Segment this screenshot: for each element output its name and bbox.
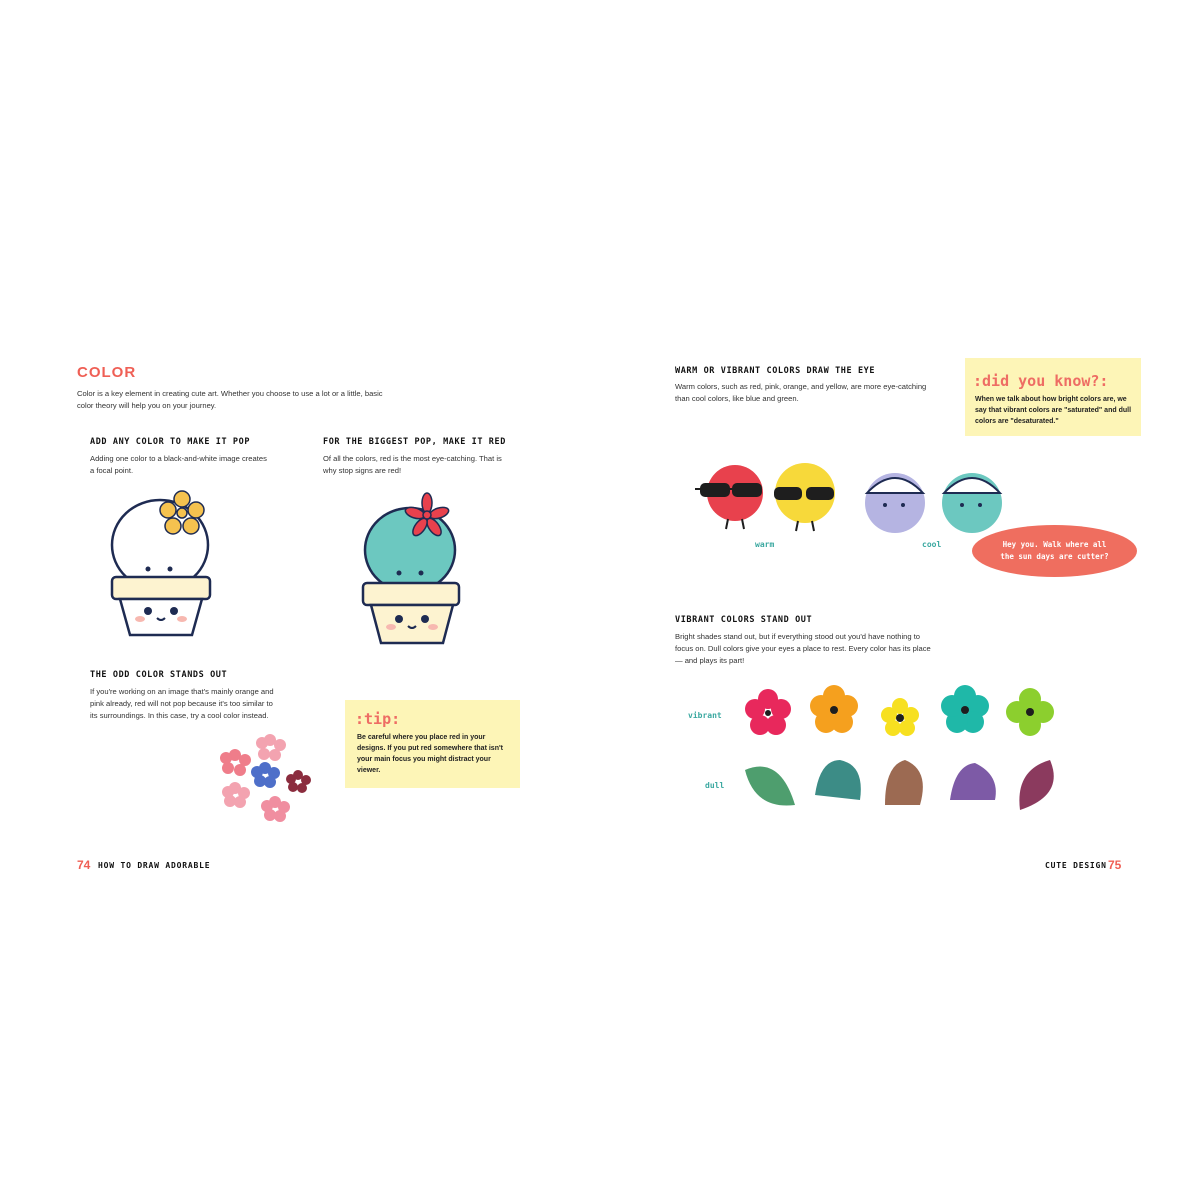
section-body-red: Of all the colors, red is the most eye-catching. That is why stop signs are red! [323,454,502,475]
page-number-right: 75 [1108,858,1122,872]
running-title-left: HOW TO DRAW ADORABLE [98,861,211,870]
page-heading: COLOR [77,364,137,381]
tip-body: Be careful where you place red in your designs. If you put red somewhere that isn't your main focus you might distract your viewer. [357,734,503,774]
teal-cactus-illustration [355,495,475,655]
vibrant-flowers-illustration [740,680,1060,745]
tip-note [345,700,520,788]
section-title-warm: WARM OR VIBRANT COLORS DRAW THE EYE [675,366,876,376]
section-body-add-color: Adding one color to a black-and-white image creates a focal point. [90,454,267,475]
label-dull: dull [705,781,725,790]
speech-bubble-text: Hey you. Walk where all the sun days are cutter? [1000,540,1109,561]
section-title-add-color: ADD ANY COLOR TO MAKE IT POP [90,437,251,447]
section-title-red: FOR THE BIGGEST POP, MAKE IT RED [323,437,506,447]
small-flowers-illustration [210,730,320,825]
section-body-odd-color: If you're working on an image that's mainly orange and pink already, red will not pop because it's too similar to its surroundings. In this case, try a cool color instead. [90,687,274,720]
dull-leaves-illustration [740,755,1060,815]
tip-title: :tip: [355,710,401,728]
berry-characters-illustration [690,455,1010,545]
label-warm: warm [755,540,775,549]
white-cactus-illustration [100,485,230,645]
section-title-vibrant: VIBRANT COLORS STAND OUT [675,615,813,625]
page-number-left: 74 [77,858,91,872]
section-body-vibrant: Bright shades stand out, but if everything stood out you'd have nothing to focus on. Dull colors give your eyes a place to rest. Every color has its place — and plays its part! [675,632,931,665]
did-you-know-note [965,358,1141,436]
running-title-right: CUTE DESIGN [1045,861,1107,870]
section-body-warm: Warm colors, such as red, pink, orange, and yellow, are more eye-catching than cool colors, like blue and green. [675,382,927,403]
section-title-odd-color: THE ODD COLOR STANDS OUT [90,670,228,680]
did-you-know-body: When we talk about how bright colors are, we say that vibrant colors are "saturated" and dull colors are "desaturated." [975,396,1132,425]
label-cool: cool [922,540,942,549]
did-you-know-title: :did you know?: [973,372,1109,390]
intro-text: Color is a key element in creating cute art. Whether you choose to use a lot or a little, basic color theory will help you on your journey. [77,389,383,410]
speech-bubble [972,525,1137,577]
label-vibrant: vibrant [688,711,722,720]
